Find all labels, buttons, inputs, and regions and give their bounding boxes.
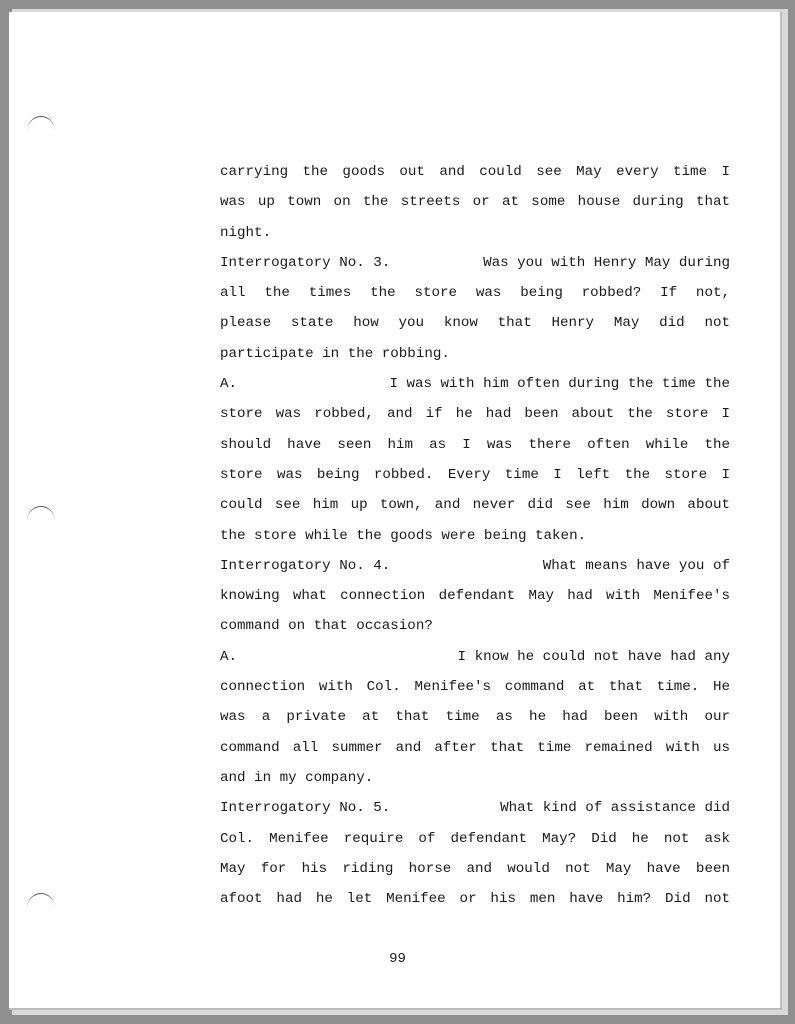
text-line (220, 278, 730, 308)
line-text: May for his riding horse and would not May have been (220, 860, 730, 877)
line-text: night. (220, 224, 272, 241)
line-text: please state how you know that Henry May did not (220, 315, 730, 332)
text-line (220, 430, 730, 460)
text-line (220, 339, 730, 369)
text-line (220, 399, 730, 429)
line-text: What means have you of (542, 557, 730, 574)
text-line (220, 702, 730, 732)
line-text: I know he could not have had any (457, 648, 730, 665)
line-text: could see him up town, and never did see him down about (220, 497, 730, 514)
line-text: What kind of assistance did (500, 800, 730, 817)
text-line (220, 672, 730, 702)
line-text: store was being robbed. Every time I left the store I (220, 466, 730, 483)
document-body (220, 157, 730, 914)
line-text: command all summer and after that time remained with us (220, 739, 730, 756)
line-label: Interrogatory No. 3. (220, 254, 391, 271)
line-text: was up town on the streets or at some house during that (220, 194, 730, 211)
text-line (220, 581, 730, 611)
line-text: all the times the store was being robbed? If not, (220, 285, 730, 302)
line-text: connection with Col. Menifee's command at that time. He (220, 679, 730, 696)
line-text: was a private at that time as he had been with our (220, 709, 730, 726)
line-text: command on that occasion? (220, 618, 433, 635)
text-line (220, 157, 730, 187)
page-number: 99 (389, 951, 406, 967)
line-text: participate in the robbing. (220, 345, 450, 362)
line-text: I was with him often during the time the (389, 376, 730, 393)
text-line (220, 490, 730, 520)
line-label: Interrogatory No. 4. (220, 557, 391, 574)
text-line (220, 611, 730, 641)
text-line (220, 218, 730, 248)
text-line (220, 824, 730, 854)
line-text: carrying the goods out and could see May every time I (220, 164, 730, 180)
text-line (220, 460, 730, 490)
line-label: Interrogatory No. 5. (220, 800, 391, 817)
line-label: A. (220, 376, 238, 393)
line-text: the store while the goods were being taken. (220, 527, 587, 544)
line-text: Col. Menifee require of defendant May? Did he not ask (220, 830, 730, 847)
line-text: store was robbed, and if he had been about the store I (220, 406, 730, 423)
line-text: should have seen him as I was there often while the (220, 436, 730, 453)
line-text: and in my company. (220, 769, 374, 786)
text-line (220, 854, 730, 884)
text-line (220, 308, 730, 338)
text-line (220, 187, 730, 217)
line-text: afoot had he let Menifee or his men have him? Did not (220, 891, 730, 908)
text-line (220, 369, 730, 399)
line-label: A. (220, 648, 238, 665)
text-line (220, 521, 730, 551)
text-line (220, 733, 730, 763)
text-line (220, 793, 730, 823)
text-line (220, 642, 730, 672)
line-text: Was you with Henry May during (483, 254, 730, 271)
text-line (220, 884, 730, 914)
text-line (220, 551, 730, 581)
line-text: knowing what connection defendant May had with Menifee's (220, 588, 730, 605)
text-line (220, 248, 730, 278)
text-line (220, 763, 730, 793)
